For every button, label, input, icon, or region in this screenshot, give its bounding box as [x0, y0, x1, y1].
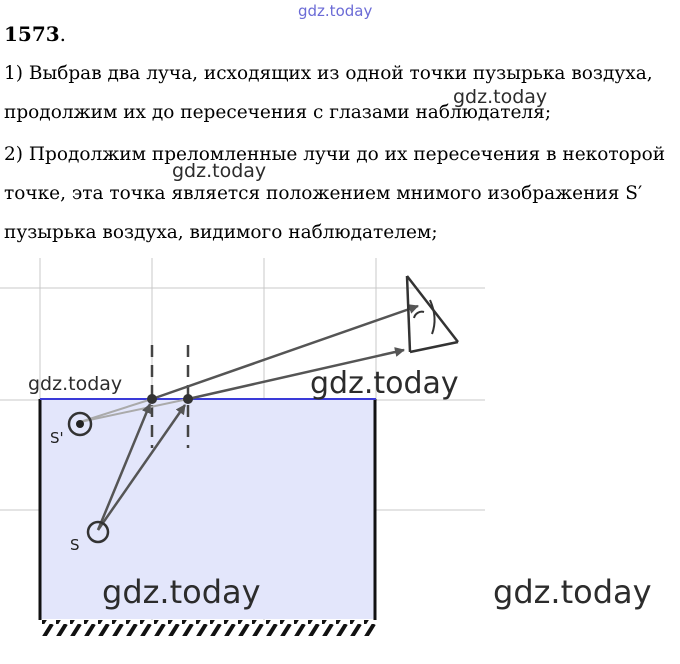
problem-number: 1573. [4, 22, 67, 46]
watermark-mid: gdz.today [453, 86, 548, 108]
watermark-small: gdz.today [28, 373, 123, 395]
text-line-3: 2) Продолжим преломленные лучи до их пересечения в некоторой [4, 144, 666, 165]
eye-icon [407, 276, 458, 352]
text-line-1: 1) Выбрав два луча, исходящих из одной точки пузырька воздуха, [4, 63, 653, 84]
watermark-big-3: gdz.today [493, 573, 652, 611]
image-point [76, 420, 84, 428]
label-image: S' [50, 429, 64, 447]
refraction-point-2 [183, 394, 193, 404]
label-source: S [70, 536, 80, 554]
refraction-point-1 [147, 394, 157, 404]
watermark-big-1: gdz.today [310, 366, 459, 401]
watermark-big-2: gdz.today [102, 573, 261, 611]
vessel-bottom-hatch [40, 620, 378, 636]
watermark-mid-2: gdz.today [172, 160, 267, 182]
text-line-5: пузырька воздуха, видимого наблюдателем; [4, 222, 438, 243]
text-line-4: точке, эта точка является положением мнимого изображения S′ [4, 183, 643, 204]
watermark-top: gdz.today [298, 2, 373, 20]
text-line-2: продолжим их до пересечения с глазами наблюдателя; [4, 102, 552, 123]
